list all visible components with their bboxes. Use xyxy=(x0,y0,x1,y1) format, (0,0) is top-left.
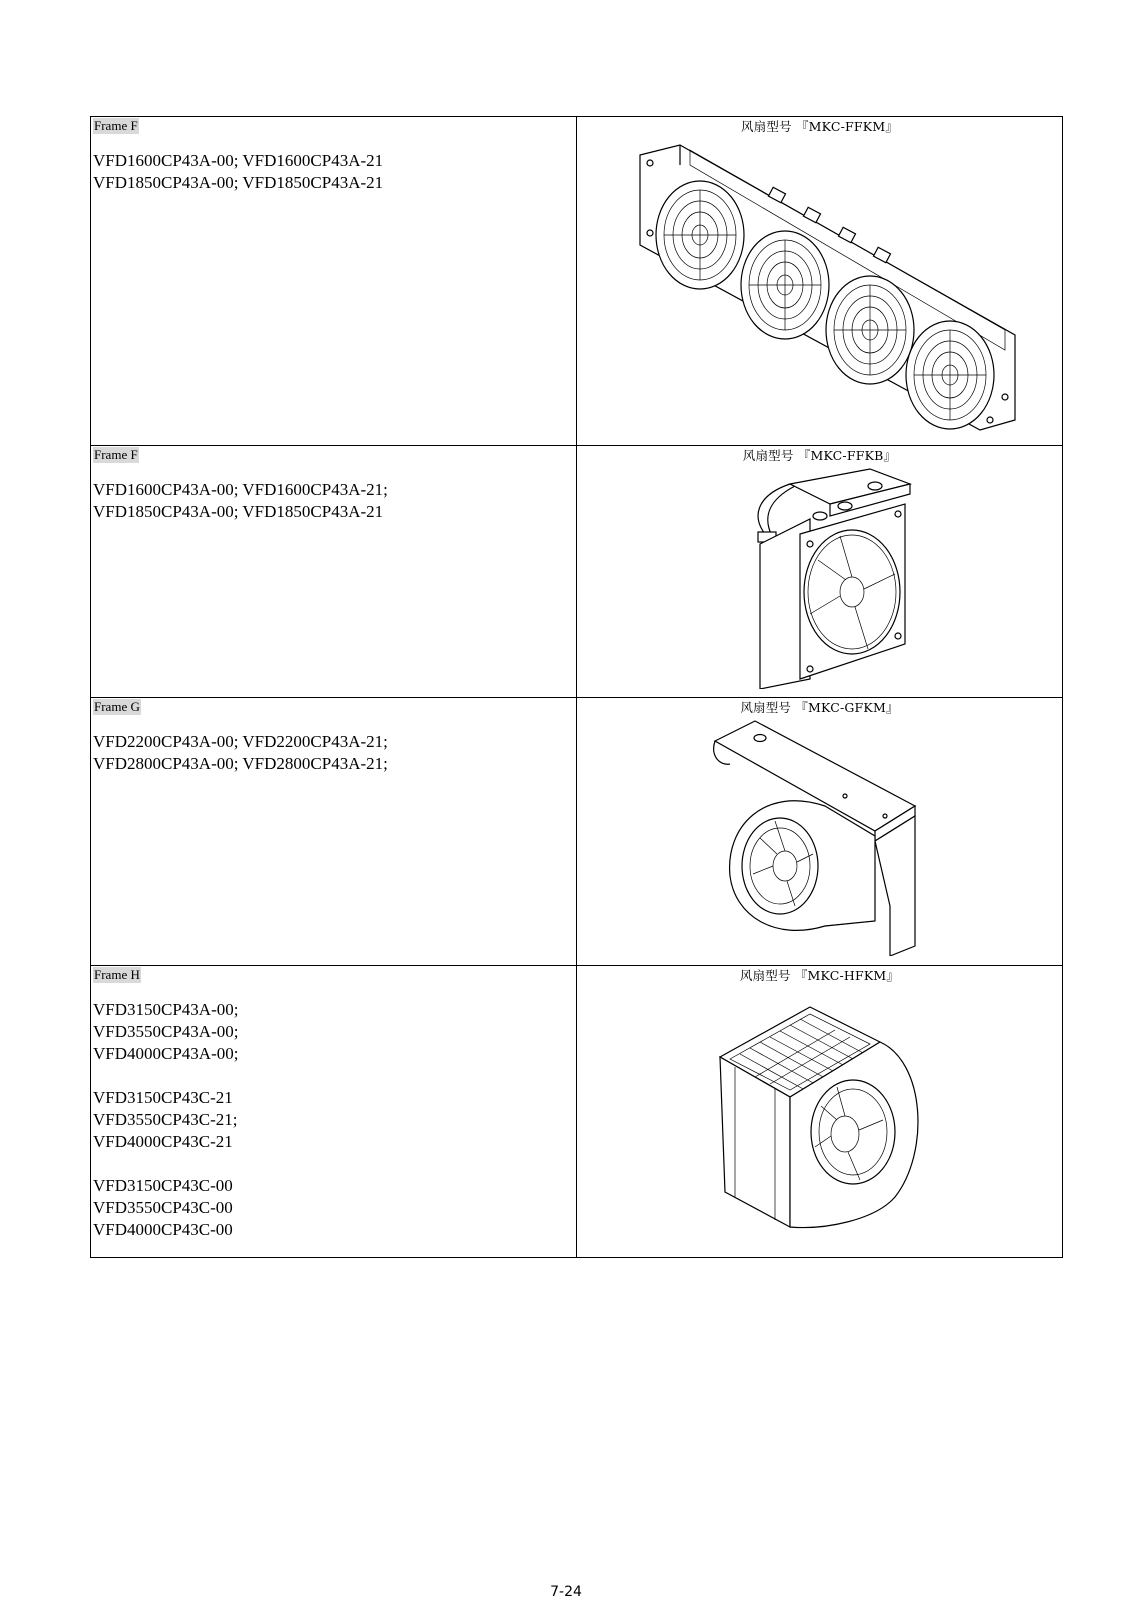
fan-cell xyxy=(577,117,1063,446)
blower-fan-with-grille-drawing xyxy=(715,1002,925,1232)
table-row xyxy=(91,117,1063,446)
model-line: VFD3550CP43A-00; xyxy=(93,1022,239,1041)
model-list xyxy=(93,999,576,1241)
frame-label: Frame H xyxy=(94,967,140,982)
fan-cell xyxy=(577,446,1063,698)
frame-label: Frame F xyxy=(94,447,138,462)
model-list xyxy=(93,150,576,194)
model-cell xyxy=(91,966,577,1258)
fan-model-caption: 风扇型号 『MKC-FFKM』 xyxy=(740,119,899,134)
model-line: VFD4000CP43A-00; xyxy=(93,1044,239,1063)
model-line: VFD3550CP43C-00 xyxy=(93,1198,233,1217)
model-line: VFD4000CP43C-00 xyxy=(93,1220,233,1239)
model-cell xyxy=(91,117,577,446)
fan-model-caption: 风扇型号 『MKC-GFKM』 xyxy=(740,700,899,715)
model-cell xyxy=(91,698,577,966)
fan-model-table xyxy=(90,116,1063,1258)
fan-model-caption: 风扇型号 『MKC-HFKM』 xyxy=(739,968,900,983)
fan-cell xyxy=(577,698,1063,966)
model-line: VFD3550CP43C-21; xyxy=(93,1110,238,1129)
fan-model-caption: 风扇型号 『MKC-FFKB』 xyxy=(742,448,897,463)
table-row xyxy=(91,966,1063,1258)
blower-fan-with-plate-drawing xyxy=(705,716,935,956)
model-line: VFD1850CP43A-00; VFD1850CP43A-21 xyxy=(93,173,384,192)
model-cell xyxy=(91,446,577,698)
model-list xyxy=(93,479,576,523)
fan-cell xyxy=(577,966,1063,1258)
model-line: VFD2800CP43A-00; VFD2800CP43A-21; xyxy=(93,754,388,773)
page-number: 7-24 xyxy=(550,1584,582,1600)
single-axial-fan-drawing xyxy=(720,464,920,689)
table-row xyxy=(91,698,1063,966)
model-line: VFD4000CP43C-21 xyxy=(93,1132,233,1151)
model-line: VFD1600CP43A-00; VFD1600CP43A-21 xyxy=(93,151,384,170)
model-list xyxy=(93,731,576,775)
table-row xyxy=(91,446,1063,698)
model-line: VFD3150CP43A-00; xyxy=(93,1000,239,1019)
model-line: VFD1850CP43A-00; VFD1850CP43A-21 xyxy=(93,502,384,521)
four-fan-tray-drawing xyxy=(620,135,1020,435)
frame-label: Frame G xyxy=(94,699,140,714)
model-line: VFD2200CP43A-00; VFD2200CP43A-21; xyxy=(93,732,388,751)
model-line: VFD3150CP43C-21 xyxy=(93,1088,233,1107)
model-line: VFD3150CP43C-00 xyxy=(93,1176,233,1195)
frame-label: Frame F xyxy=(94,118,138,133)
model-line: VFD1600CP43A-00; VFD1600CP43A-21; xyxy=(93,480,388,499)
